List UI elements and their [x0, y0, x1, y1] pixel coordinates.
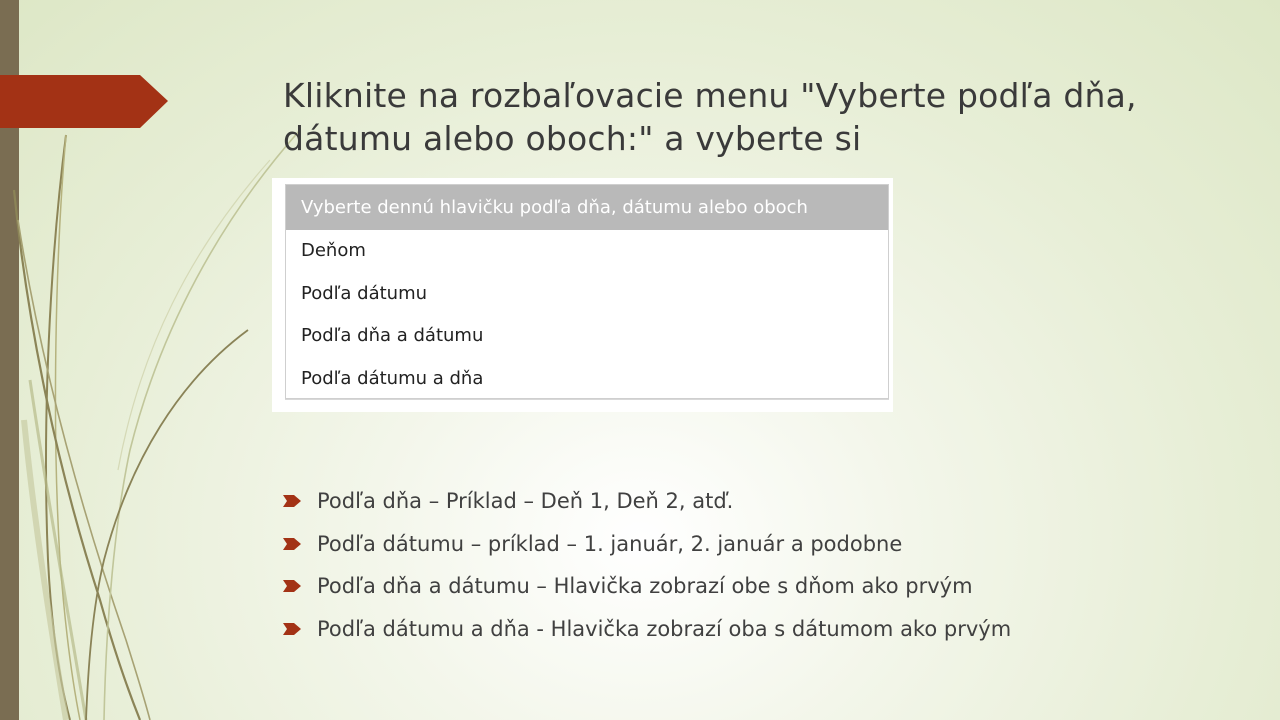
dropdown-header[interactable]: Vyberte dennú hlavičku podľa dňa, dátumu alebo oboch	[286, 185, 888, 230]
title-accent-arrow	[0, 75, 168, 128]
bullet-item	[283, 480, 1011, 523]
bullet-item	[283, 523, 1011, 566]
dropdown-option-by-day[interactable]: Deňom	[301, 240, 366, 261]
panel-divider	[285, 399, 889, 400]
dropdown-menu	[285, 184, 889, 399]
dropdown-option-by-date-and-day[interactable]: Podľa dátumu a dňa	[301, 367, 484, 389]
arrow-bullet-icon	[283, 580, 301, 592]
dropdown-screenshot	[272, 178, 893, 412]
arrow-bullet-icon	[283, 495, 301, 507]
bullet-item	[283, 608, 1011, 651]
slide-title: Kliknite na rozbaľovacie menu "Vyberte podľa dňa, dátumu alebo oboch:" a vyberte si	[283, 76, 1137, 158]
bullet-text: Podľa dňa a dátumu – Hlavička zobrazí obe s dňom ako prvým	[317, 574, 973, 598]
dropdown-option-by-date[interactable]: Podľa dátumu	[301, 282, 428, 304]
arrow-bullet-icon	[283, 623, 301, 635]
arrow-bullet-icon	[283, 538, 301, 550]
bullet-text: Podľa dátumu a dňa - Hlavička zobrazí oba s dátumom ako prvým	[317, 616, 1012, 641]
bullet-text: Podľa dátumu – príklad – 1. január, 2. január a podobne	[317, 531, 903, 556]
bullet-text: Podľa dňa – Príklad – Deň 1, Deň 2, atď.	[317, 489, 734, 513]
bullet-item	[283, 565, 1011, 608]
dropdown-option-by-day-and-date[interactable]: Podľa dňa a dátumu	[301, 325, 484, 346]
bullet-list	[283, 480, 1011, 650]
